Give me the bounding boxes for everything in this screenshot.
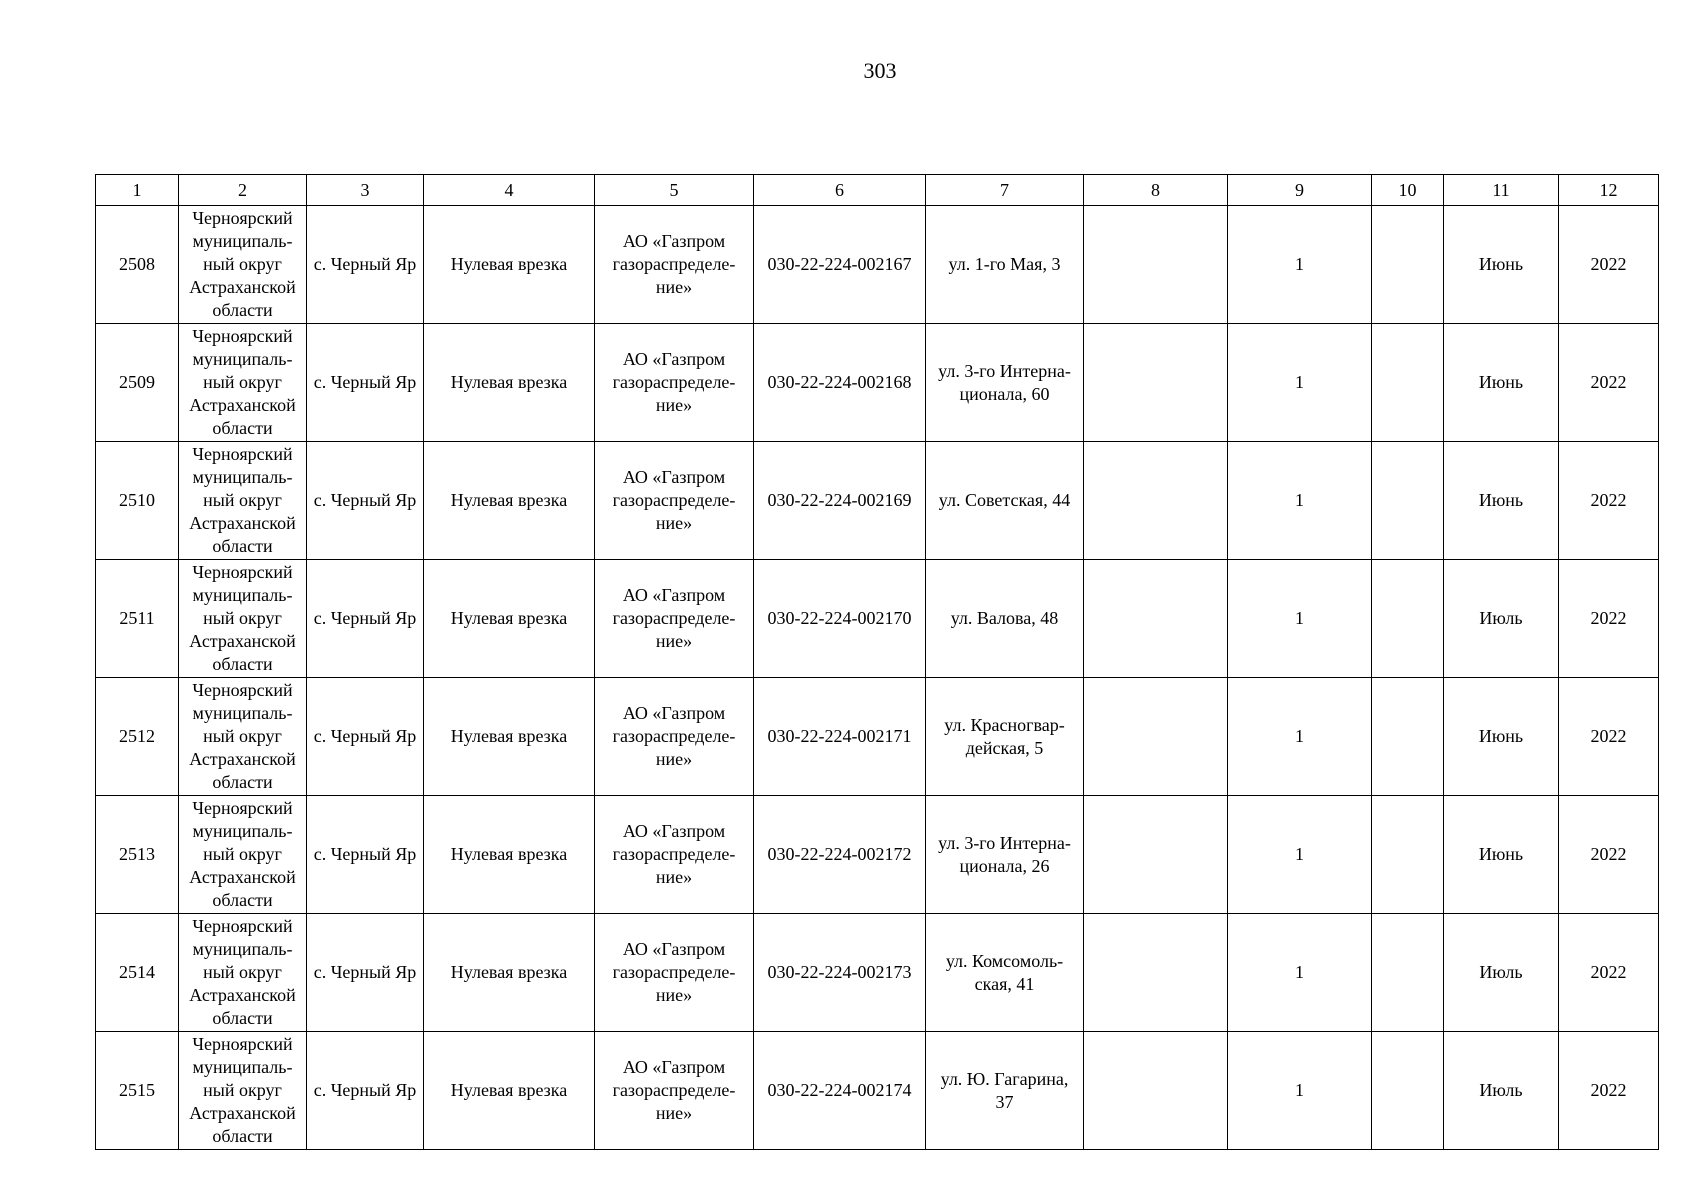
column-10-cell — [1372, 560, 1444, 678]
column-header-9: 9 — [1228, 175, 1372, 206]
column-10-cell — [1372, 206, 1444, 324]
organization-cell-line: АО «Газпром — [622, 467, 726, 487]
settlement-cell: с. Черный Яр — [307, 442, 424, 560]
organization-cell-line: ние» — [655, 277, 693, 297]
column-header-10: 10 — [1372, 175, 1444, 206]
connection-type-cell: Нулевая врезка — [424, 796, 595, 914]
district-cell-line: области — [212, 890, 273, 910]
column-header-5: 5 — [595, 175, 754, 206]
district-cell-line: ный округ — [203, 962, 282, 982]
organization-cell-line: ние» — [655, 985, 693, 1005]
district-cell — [179, 796, 307, 914]
column-header-4: 4 — [424, 175, 595, 206]
organization-cell-line: газораспределе- — [612, 1080, 736, 1100]
district-cell — [179, 442, 307, 560]
table-row — [96, 678, 1659, 796]
row-number-cell: 2513 — [96, 796, 179, 914]
district-cell-line: Астраханской — [189, 1103, 296, 1123]
quantity-cell: 1 — [1228, 678, 1372, 796]
table-header — [96, 175, 1659, 206]
address-cell — [926, 206, 1084, 324]
column-header-8: 8 — [1084, 175, 1228, 206]
settlement-cell: с. Черный Яр — [307, 324, 424, 442]
district-cell-line: Астраханской — [189, 867, 296, 887]
address-cell-line: ул. Комсомоль- — [945, 950, 1064, 971]
address-cell-line: дейская, 5 — [965, 737, 1044, 758]
address-cell — [926, 796, 1084, 914]
address-cell-line: ул. 3-го Интерна- — [938, 832, 1071, 853]
organization-cell-line: АО «Газпром — [622, 231, 726, 251]
district-cell-line: Астраханской — [189, 395, 296, 415]
column-10-cell — [1372, 324, 1444, 442]
column-10-cell — [1372, 1032, 1444, 1150]
organization-cell-line: газораспределе- — [612, 608, 736, 628]
district-cell-line: муниципаль- — [192, 821, 293, 841]
organization-cell-line: АО «Газпром — [622, 1057, 726, 1077]
district-cell-line: области — [212, 536, 273, 556]
district-cell-line: Черноярский — [192, 798, 293, 818]
column-8-cell — [1084, 560, 1228, 678]
organization-cell-line: ние» — [655, 513, 693, 533]
object-code-cell: 030-22-224-002169 — [754, 442, 926, 560]
district-cell-line: ный округ — [203, 608, 282, 628]
district-cell-line: Астраханской — [189, 631, 296, 651]
district-cell-line: ный округ — [203, 1080, 282, 1100]
organization-cell-line: газораспределе- — [612, 254, 736, 274]
year-cell: 2022 — [1559, 914, 1659, 1032]
quantity-cell: 1 — [1228, 1032, 1372, 1150]
column-8-cell — [1084, 678, 1228, 796]
district-cell — [179, 678, 307, 796]
table-row — [96, 442, 1659, 560]
connection-type-cell: Нулевая врезка — [424, 678, 595, 796]
object-code-cell: 030-22-224-002172 — [754, 796, 926, 914]
organization-cell-line: АО «Газпром — [622, 821, 726, 841]
district-cell-line: муниципаль- — [192, 349, 293, 369]
table-row — [96, 914, 1659, 1032]
month-cell: Июнь — [1444, 206, 1559, 324]
district-cell-line: Черноярский — [192, 208, 293, 228]
district-cell-line: муниципаль- — [192, 1057, 293, 1077]
organization-cell — [595, 442, 754, 560]
month-cell: Июнь — [1444, 678, 1559, 796]
object-code-cell: 030-22-224-002171 — [754, 678, 926, 796]
organization-cell-line: ние» — [655, 749, 693, 769]
organization-cell-line: АО «Газпром — [622, 585, 726, 605]
district-cell — [179, 914, 307, 1032]
row-number-cell: 2508 — [96, 206, 179, 324]
district-cell — [179, 324, 307, 442]
quantity-cell: 1 — [1228, 914, 1372, 1032]
settlement-cell: с. Черный Яр — [307, 206, 424, 324]
column-8-cell — [1084, 442, 1228, 560]
organization-cell — [595, 1032, 754, 1150]
row-number-cell: 2509 — [96, 324, 179, 442]
organization-cell — [595, 560, 754, 678]
district-cell-line: Астраханской — [189, 277, 296, 297]
district-cell-line: Черноярский — [192, 562, 293, 582]
address-cell-line: ционала, 26 — [959, 855, 1050, 876]
district-cell-line: ный округ — [203, 844, 282, 864]
column-header-7: 7 — [926, 175, 1084, 206]
quantity-cell: 1 — [1228, 442, 1372, 560]
address-cell-line: ул. 3-го Интерна- — [938, 360, 1071, 381]
district-cell-line: Астраханской — [189, 985, 296, 1005]
address-cell-line: ционала, 60 — [959, 383, 1050, 404]
organization-cell-line: ние» — [655, 631, 693, 651]
organization-cell-line: АО «Газпром — [622, 939, 726, 959]
district-cell-line: муниципаль- — [192, 467, 293, 487]
settlement-cell: с. Черный Яр — [307, 796, 424, 914]
connection-type-cell: Нулевая врезка — [424, 324, 595, 442]
organization-cell-line: газораспределе- — [612, 372, 736, 392]
table-row — [96, 324, 1659, 442]
row-number-cell: 2511 — [96, 560, 179, 678]
column-8-cell — [1084, 796, 1228, 914]
settlement-cell: с. Черный Яр — [307, 678, 424, 796]
page-number: 303 — [863, 58, 897, 83]
address-cell — [926, 324, 1084, 442]
column-header-12: 12 — [1559, 175, 1659, 206]
header-row — [96, 175, 1659, 206]
column-header-11: 11 — [1444, 175, 1559, 206]
object-code-cell: 030-22-224-002168 — [754, 324, 926, 442]
district-cell-line: Черноярский — [192, 326, 293, 346]
district-cell-line: области — [212, 772, 273, 792]
address-cell-line: ул. Валова, 48 — [950, 608, 1059, 628]
district-cell-line: ный округ — [203, 372, 282, 392]
column-10-cell — [1372, 914, 1444, 1032]
connection-type-cell: Нулевая врезка — [424, 560, 595, 678]
address-cell — [926, 1032, 1084, 1150]
year-cell: 2022 — [1559, 678, 1659, 796]
month-cell: Июль — [1444, 560, 1559, 678]
object-code-cell: 030-22-224-002173 — [754, 914, 926, 1032]
district-cell-line: ный округ — [203, 490, 282, 510]
district-cell-line: области — [212, 300, 273, 320]
year-cell: 2022 — [1559, 560, 1659, 678]
connection-type-cell: Нулевая врезка — [424, 442, 595, 560]
address-cell-line: ул. Ю. Гагарина, — [940, 1068, 1069, 1089]
district-cell-line: Черноярский — [192, 916, 293, 936]
district-cell — [179, 560, 307, 678]
column-header-2: 2 — [179, 175, 307, 206]
registry-table — [95, 174, 1659, 1150]
district-cell-line: Черноярский — [192, 444, 293, 464]
year-cell: 2022 — [1559, 442, 1659, 560]
row-number-cell: 2512 — [96, 678, 179, 796]
organization-cell-line: ние» — [655, 395, 693, 415]
quantity-cell: 1 — [1228, 560, 1372, 678]
object-code-cell: 030-22-224-002174 — [754, 1032, 926, 1150]
column-10-cell — [1372, 678, 1444, 796]
organization-cell-line: АО «Газпром — [622, 349, 726, 369]
column-8-cell — [1084, 206, 1228, 324]
district-cell-line: ный округ — [203, 726, 282, 746]
address-cell-line: 37 — [995, 1091, 1014, 1112]
district-cell-line: ный округ — [203, 254, 282, 274]
address-cell — [926, 678, 1084, 796]
column-header-3: 3 — [307, 175, 424, 206]
row-number-cell: 2514 — [96, 914, 179, 1032]
column-8-cell — [1084, 914, 1228, 1032]
address-cell — [926, 914, 1084, 1032]
object-code-cell: 030-22-224-002170 — [754, 560, 926, 678]
district-cell-line: муниципаль- — [192, 703, 293, 723]
month-cell: Июнь — [1444, 324, 1559, 442]
organization-cell — [595, 914, 754, 1032]
column-8-cell — [1084, 324, 1228, 442]
table-body — [96, 206, 1659, 1150]
district-cell-line: области — [212, 418, 273, 438]
organization-cell-line: ние» — [655, 1103, 693, 1123]
address-cell — [926, 560, 1084, 678]
address-cell-line: ская, 41 — [974, 973, 1035, 994]
address-cell-line: ул. Советская, 44 — [938, 490, 1071, 510]
month-cell: Июль — [1444, 914, 1559, 1032]
organization-cell — [595, 324, 754, 442]
organization-cell-line: ние» — [655, 867, 693, 887]
month-cell: Июнь — [1444, 796, 1559, 914]
settlement-cell: с. Черный Яр — [307, 1032, 424, 1150]
district-cell — [179, 1032, 307, 1150]
organization-cell-line: газораспределе- — [612, 962, 736, 982]
table-row — [96, 206, 1659, 324]
organization-cell — [595, 206, 754, 324]
district-cell-line: муниципаль- — [192, 585, 293, 605]
district-cell-line: Астраханской — [189, 513, 296, 533]
settlement-cell: с. Черный Яр — [307, 560, 424, 678]
district-cell-line: Астраханской — [189, 749, 296, 769]
organization-cell-line: газораспределе- — [612, 490, 736, 510]
month-cell: Июнь — [1444, 442, 1559, 560]
year-cell: 2022 — [1559, 206, 1659, 324]
year-cell: 2022 — [1559, 324, 1659, 442]
organization-cell — [595, 796, 754, 914]
year-cell: 2022 — [1559, 1032, 1659, 1150]
district-cell-line: Черноярский — [192, 680, 293, 700]
table-row — [96, 796, 1659, 914]
column-10-cell — [1372, 796, 1444, 914]
district-cell-line: муниципаль- — [192, 231, 293, 251]
district-cell-line: области — [212, 1126, 273, 1146]
quantity-cell: 1 — [1228, 796, 1372, 914]
table-row — [96, 1032, 1659, 1150]
quantity-cell: 1 — [1228, 324, 1372, 442]
district-cell — [179, 206, 307, 324]
address-cell — [926, 442, 1084, 560]
connection-type-cell: Нулевая врезка — [424, 206, 595, 324]
object-code-cell: 030-22-224-002167 — [754, 206, 926, 324]
column-8-cell — [1084, 1032, 1228, 1150]
row-number-cell: 2515 — [96, 1032, 179, 1150]
organization-cell-line: газораспределе- — [612, 726, 736, 746]
organization-cell — [595, 678, 754, 796]
district-cell-line: области — [212, 1008, 273, 1028]
row-number-cell: 2510 — [96, 442, 179, 560]
organization-cell-line: газораспределе- — [612, 844, 736, 864]
table-row — [96, 560, 1659, 678]
column-10-cell — [1372, 442, 1444, 560]
address-cell-line: ул. 1-го Мая, 3 — [948, 254, 1061, 274]
column-header-6: 6 — [754, 175, 926, 206]
district-cell-line: Черноярский — [192, 1034, 293, 1054]
month-cell: Июль — [1444, 1032, 1559, 1150]
district-cell-line: муниципаль- — [192, 939, 293, 959]
settlement-cell: с. Черный Яр — [307, 914, 424, 1032]
connection-type-cell: Нулевая врезка — [424, 1032, 595, 1150]
year-cell: 2022 — [1559, 796, 1659, 914]
district-cell-line: области — [212, 654, 273, 674]
connection-type-cell: Нулевая врезка — [424, 914, 595, 1032]
organization-cell-line: АО «Газпром — [622, 703, 726, 723]
column-header-1: 1 — [96, 175, 179, 206]
address-cell-line: ул. Красногвар- — [944, 714, 1065, 735]
quantity-cell: 1 — [1228, 206, 1372, 324]
